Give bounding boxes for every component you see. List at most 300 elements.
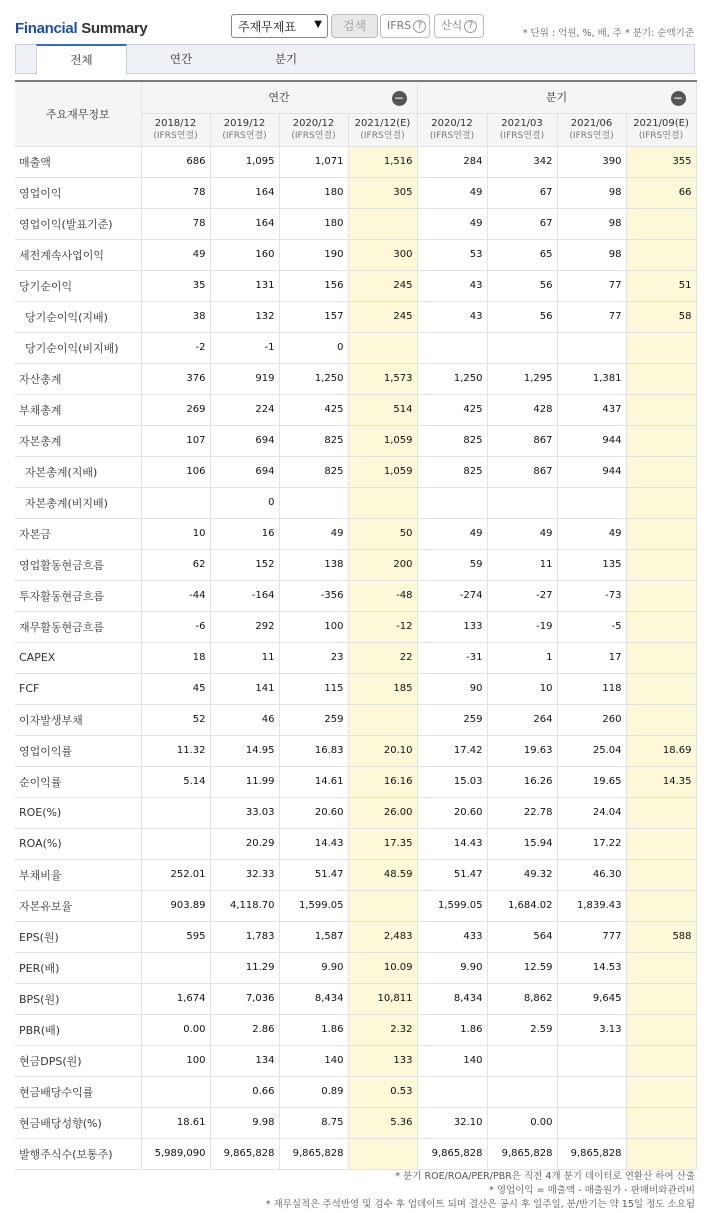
table-row [15,363,696,394]
table-cell: 131 [210,270,279,301]
table-cell: 292 [210,611,279,642]
table-cell: 90 [417,673,487,704]
table-row [15,239,696,270]
table-cell [279,487,348,518]
table-cell: 564 [487,921,557,952]
table-cell: 0.66 [210,1076,279,1107]
table-cell [626,394,696,425]
table-cell: 245 [348,270,417,301]
table-cell: 259 [279,704,348,735]
table-cell: 11.32 [141,735,210,766]
table-cell [626,983,696,1014]
table-cell: 0.00 [141,1014,210,1045]
table-cell: 49 [417,518,487,549]
table-cell: 2.59 [487,1014,557,1045]
table-cell: 919 [210,363,279,394]
table-cell: 141 [210,673,279,704]
table-cell [626,673,696,704]
table-cell: -27 [487,580,557,611]
table-row [15,1045,696,1076]
column-header: 2021/06 (IFRS연결) [557,113,626,146]
row-label: 당기순이익 [15,270,141,301]
table-cell [626,828,696,859]
row-label: 이자발생부채 [15,704,141,735]
table-cell: 56 [487,270,557,301]
table-cell: 9.90 [417,952,487,983]
ifrs-help-button[interactable]: IFRS ? [380,14,430,38]
row-label: EPS(원) [15,921,141,952]
table-cell: 16.16 [348,766,417,797]
table-cell: 157 [279,301,348,332]
row-label: 당기순이익(비지배) [15,332,141,363]
table-cell: 425 [417,394,487,425]
table-cell: -6 [141,611,210,642]
table-cell [557,1107,626,1138]
question-icon: ? [413,20,426,33]
table-cell: 425 [279,394,348,425]
table-cell: 944 [557,456,626,487]
table-cell: -48 [348,580,417,611]
table-cell: 1,783 [210,921,279,952]
table-cell: 1,684.02 [487,890,557,921]
table-cell [626,580,696,611]
table-cell: -5 [557,611,626,642]
table-cell [557,1076,626,1107]
table-cell [626,704,696,735]
table-cell: -73 [557,580,626,611]
table-cell [626,1014,696,1045]
table-cell: 1,599.05 [279,890,348,921]
table-cell: 1 [487,642,557,673]
row-label: 자본총계(지배) [15,456,141,487]
table-row [15,425,696,456]
row-label: BPS(원) [15,983,141,1014]
table-cell: 355 [626,146,696,177]
table-cell: 9,865,828 [279,1138,348,1169]
row-label: 영업이익 [15,177,141,208]
table-cell: 14.43 [279,828,348,859]
table-cell: 58 [626,301,696,332]
table-cell [557,1045,626,1076]
table-cell: 132 [210,301,279,332]
table-row [15,177,696,208]
table-cell: 66 [626,177,696,208]
table-cell: 32.33 [210,859,279,890]
table-cell: 514 [348,394,417,425]
table-cell: 1.86 [279,1014,348,1045]
column-header: 2021/03 (IFRS연결) [487,113,557,146]
table-cell: 1,095 [210,146,279,177]
table-row [15,828,696,859]
table-cell: 0 [279,332,348,363]
table-cell: 51 [626,270,696,301]
table-cell: 20.10 [348,735,417,766]
table-cell: 5.36 [348,1107,417,1138]
table-cell: -12 [348,611,417,642]
table-cell: 264 [487,704,557,735]
table-cell: 300 [348,239,417,270]
table-cell: 0.53 [348,1076,417,1107]
table-cell: 49 [141,239,210,270]
tab-annual[interactable]: 연간 [169,52,193,66]
table-cell: 8,434 [279,983,348,1014]
table-cell: 164 [210,208,279,239]
row-label: PER(배) [15,952,141,983]
column-header: 2018/12 (IFRS연결) [141,113,210,146]
footnote: * 재무실적은 주석반영 및 검수 후 업데이트 되며 결산은 공시 후 일주일, 분/반기는 약 15일 정도 소요됨 [265,1199,695,1210]
table-cell: 106 [141,456,210,487]
table-cell: 20.60 [279,797,348,828]
table-cell [626,208,696,239]
row-label: 자본유보율 [15,890,141,921]
table-row [15,394,696,425]
table-cell: 152 [210,549,279,580]
table-cell: 49 [557,518,626,549]
table-cell: 0.00 [487,1107,557,1138]
table-cell: 164 [210,177,279,208]
collapse-annual-icon[interactable]: − [392,91,407,106]
table-cell: 53 [417,239,487,270]
table-cell: 245 [348,301,417,332]
table-cell: 180 [279,177,348,208]
row-label: ROE(%) [15,797,141,828]
column-header: 2019/12 (IFRS연결) [210,113,279,146]
table-cell: 1,839.43 [557,890,626,921]
table-cell: 180 [279,208,348,239]
table-cell: 376 [141,363,210,394]
row-label: 현금배당성향(%) [15,1107,141,1138]
table-cell: 140 [279,1045,348,1076]
tab-all[interactable]: 전체 [36,44,127,75]
row-label: 영업이익(발표기준) [15,208,141,239]
table-row [15,518,696,549]
table-row [15,1138,696,1169]
collapse-quarter-icon[interactable]: − [671,91,686,106]
annual-group-header: 연간 − [141,81,417,113]
table-cell: 1,516 [348,146,417,177]
table-cell: 24.04 [557,797,626,828]
table-cell: 20.60 [417,797,487,828]
column-header: 2020/12 (IFRS연결) [417,113,487,146]
table-cell: 48.59 [348,859,417,890]
table-cell: 49 [417,208,487,239]
row-label: ROA(%) [15,828,141,859]
table-cell: 138 [279,549,348,580]
row-label: PBR(배) [15,1014,141,1045]
table-row [15,797,696,828]
table-cell: 11.29 [210,952,279,983]
table-cell: 11.99 [210,766,279,797]
row-label: 부채비율 [15,859,141,890]
table-cell [626,425,696,456]
row-label: 자산총계 [15,363,141,394]
table-cell: 49.32 [487,859,557,890]
table-cell: 588 [626,921,696,952]
table-row [15,890,696,921]
table-cell [557,487,626,518]
table-cell: 1,071 [279,146,348,177]
table-cell: 284 [417,146,487,177]
table-cell: -356 [279,580,348,611]
table-cell: -164 [210,580,279,611]
table-cell: 22.78 [487,797,557,828]
table-cell: 2.86 [210,1014,279,1045]
table-cell: 5.14 [141,766,210,797]
table-cell: 98 [557,239,626,270]
table-cell: 140 [417,1045,487,1076]
tab-quarter[interactable]: 분기 [274,52,298,66]
table-cell [626,1138,696,1169]
table-cell [141,797,210,828]
table-row [15,735,696,766]
table-cell: 17.22 [557,828,626,859]
table-cell: 9,865,828 [417,1138,487,1169]
table-cell: 825 [417,456,487,487]
table-cell [417,1076,487,1107]
table-cell: 46 [210,704,279,735]
table-row [15,270,696,301]
table-cell: 224 [210,394,279,425]
period-tabs [15,44,695,74]
table-cell: 428 [487,394,557,425]
table-cell: 9,645 [557,983,626,1014]
table-cell: 825 [279,425,348,456]
table-cell [626,487,696,518]
table-cell [348,487,417,518]
table-cell: 52 [141,704,210,735]
table-cell: 50 [348,518,417,549]
table-cell: 1,059 [348,456,417,487]
footnote: * 분기 ROE/ROA/PER/PBR은 직전 4개 분기 데이터로 연환산 하여 산출 [395,1171,695,1182]
table-cell: 3.13 [557,1014,626,1045]
table-cell: 2,483 [348,921,417,952]
table-cell: 10.09 [348,952,417,983]
table-cell [626,456,696,487]
table-cell: 65 [487,239,557,270]
table-cell: 51.47 [417,859,487,890]
row-label: 현금DPS(원) [15,1045,141,1076]
search-button[interactable]: 검색 [331,14,378,38]
table-cell: 156 [279,270,348,301]
table-cell: 0 [210,487,279,518]
column-header: 2021/12(E) (IFRS연결) [348,113,417,146]
table-cell: 1,381 [557,363,626,394]
financial-summary-table [15,80,697,1170]
table-cell: 98 [557,208,626,239]
table-cell: -44 [141,580,210,611]
table-cell: 77 [557,301,626,332]
table-cell [348,208,417,239]
table-cell: 78 [141,177,210,208]
table-row [15,1014,696,1045]
table-cell [348,704,417,735]
table-row [15,766,696,797]
table-cell: 259 [417,704,487,735]
quarter-group-header: 분기 − [417,81,696,113]
table-cell: -2 [141,332,210,363]
table-cell: 1,674 [141,983,210,1014]
unit-note: * 단위 : 억원, %, 배, 주 * 분기: 순액기준 [522,28,694,39]
table-cell: 1.86 [417,1014,487,1045]
table-cell: 10 [141,518,210,549]
table-cell: 98 [557,177,626,208]
table-cell: 33.03 [210,797,279,828]
table-cell [487,1045,557,1076]
chevron-down-icon: ▼ [314,19,322,30]
table-row [15,859,696,890]
table-row [15,580,696,611]
table-cell: 15.03 [417,766,487,797]
table-cell: 20.29 [210,828,279,859]
table-cell: 43 [417,270,487,301]
row-label: FCF [15,673,141,704]
table-cell [626,549,696,580]
table-cell: 1,250 [279,363,348,394]
table-cell: -1 [210,332,279,363]
table-cell: 11 [487,549,557,580]
row-label: 자본총계(비지배) [15,487,141,518]
table-cell: 100 [141,1045,210,1076]
table-row [15,983,696,1014]
table-cell: 12.59 [487,952,557,983]
table-cell: 38 [141,301,210,332]
table-cell: 595 [141,921,210,952]
table-cell: 686 [141,146,210,177]
column-header: 2021/09(E) (IFRS연결) [626,113,696,146]
table-cell [348,1138,417,1169]
row-label: 투자활동현금흐름 [15,580,141,611]
formula-help-button[interactable]: 산식 ? [434,14,484,38]
table-cell: 25.04 [557,735,626,766]
table-cell: 23 [279,642,348,673]
table-cell: 825 [279,456,348,487]
table-cell: 133 [348,1045,417,1076]
row-label: 세전계속사업이익 [15,239,141,270]
table-cell [626,1045,696,1076]
row-label: 자본총계 [15,425,141,456]
table-cell: 118 [557,673,626,704]
table-cell: 9,865,828 [557,1138,626,1169]
summary-header [0,8,707,42]
table-row [15,1107,696,1138]
table-cell: 160 [210,239,279,270]
table-cell: 305 [348,177,417,208]
table-cell: 1,599.05 [417,890,487,921]
column-header: 2020/12 (IFRS연결) [279,113,348,146]
table-cell [626,518,696,549]
table-cell: 17.35 [348,828,417,859]
table-row [15,704,696,735]
table-cell: 35 [141,270,210,301]
statement-type-select[interactable]: 주재무제표 ▼ [231,14,328,38]
table-cell: 190 [279,239,348,270]
row-label: 순이익률 [15,766,141,797]
table-cell: 135 [557,549,626,580]
table-cell: 260 [557,704,626,735]
table-cell: 8.75 [279,1107,348,1138]
table-cell: 15.94 [487,828,557,859]
table-cell: 342 [487,146,557,177]
table-cell: 19.63 [487,735,557,766]
table-cell: 14.43 [417,828,487,859]
table-cell: 77 [557,270,626,301]
table-cell [141,487,210,518]
table-cell: 200 [348,549,417,580]
table-cell: 14.61 [279,766,348,797]
table-cell [487,332,557,363]
table-cell: 134 [210,1045,279,1076]
table-cell [626,239,696,270]
table-cell: 5,989,090 [141,1138,210,1169]
table-row [15,549,696,580]
table-cell: 16.83 [279,735,348,766]
table-cell [626,952,696,983]
table-cell [626,797,696,828]
table-cell: 8,862 [487,983,557,1014]
table-cell: 185 [348,673,417,704]
table-cell: 59 [417,549,487,580]
table-cell: 9.90 [279,952,348,983]
table-cell: 49 [279,518,348,549]
table-cell: 32.10 [417,1107,487,1138]
table-cell: 51.47 [279,859,348,890]
table-row [15,487,696,518]
table-cell: 9.98 [210,1107,279,1138]
table-row [15,146,696,177]
table-cell: 18 [141,642,210,673]
table-cell: 19.65 [557,766,626,797]
table-cell: 4,118.70 [210,890,279,921]
row-label: 영업이익률 [15,735,141,766]
table-cell [626,332,696,363]
table-cell: 7,036 [210,983,279,1014]
table-cell: 0.89 [279,1076,348,1107]
table-cell: 56 [487,301,557,332]
table-cell: 252.01 [141,859,210,890]
table-cell: 67 [487,177,557,208]
row-label: CAPEX [15,642,141,673]
row-label: 부채총계 [15,394,141,425]
table-cell: -19 [487,611,557,642]
table-cell: -274 [417,580,487,611]
table-row [15,301,696,332]
row-label: 재무활동현금흐름 [15,611,141,642]
table-cell: 26.00 [348,797,417,828]
table-cell: 1,573 [348,363,417,394]
table-cell: 694 [210,456,279,487]
table-cell: 1,295 [487,363,557,394]
table-cell [141,1076,210,1107]
table-row [15,332,696,363]
table-cell: 269 [141,394,210,425]
table-cell: 1,250 [417,363,487,394]
table-cell: 825 [417,425,487,456]
table-row [15,611,696,642]
row-label: 매출액 [15,146,141,177]
table-cell: 390 [557,146,626,177]
table-cell: 107 [141,425,210,456]
table-cell: 43 [417,301,487,332]
table-cell: 22 [348,642,417,673]
table-cell: 14.95 [210,735,279,766]
table-cell: 16.26 [487,766,557,797]
table-row [15,921,696,952]
table-cell [626,859,696,890]
table-cell: 777 [557,921,626,952]
table-cell [141,828,210,859]
question-icon: ? [464,20,477,33]
table-cell [626,611,696,642]
